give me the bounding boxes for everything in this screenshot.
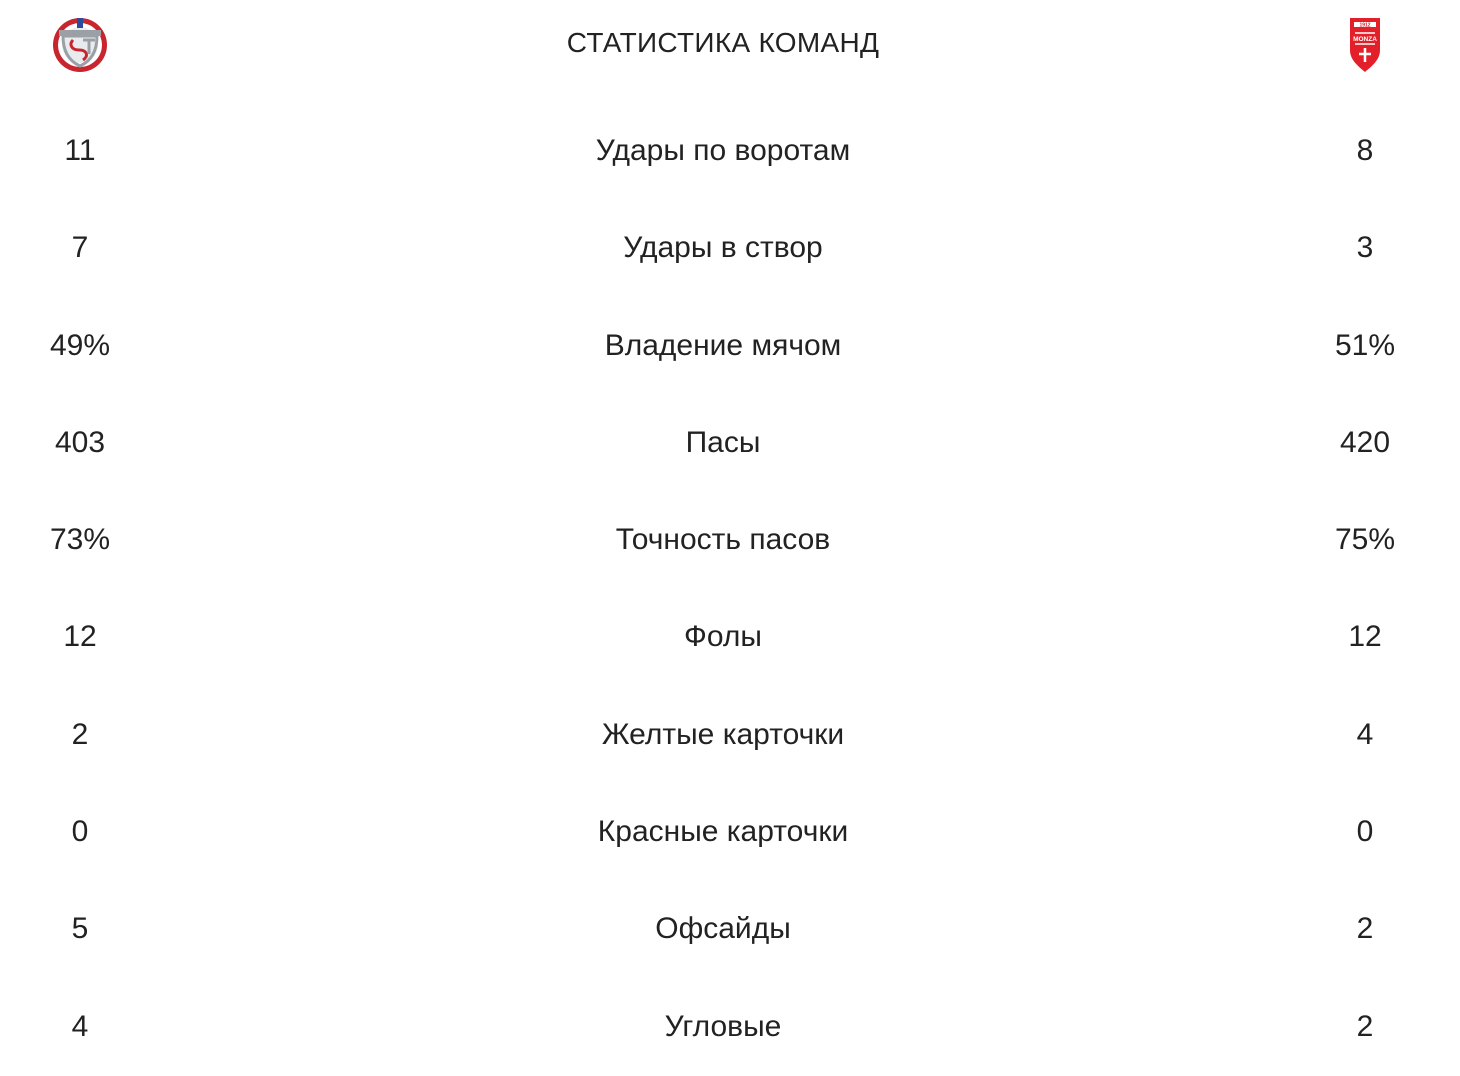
stat-row [0,784,1460,881]
stat-label: Удары по воротам [595,134,851,167]
stat-row [0,395,1460,492]
away-stat-value: 0 [1356,815,1374,849]
monza-crest-icon [1334,14,1396,76]
stat-row [0,103,1460,200]
stat-label: Удары в створ [623,231,823,265]
home-stat-value: 49% [49,328,111,362]
home-stat-value: 11 [64,134,96,167]
stat-label: Угловые [664,1009,782,1043]
stat-label: Офсайды [655,912,791,946]
stats-title: СТАТИСТИКА КОМАНД [566,27,880,58]
stat-label: Желтые карточки [601,717,845,751]
away-stat-value: 8 [1356,134,1374,167]
stat-label: Владение мячом [604,328,842,362]
away-stat-value: 420 [1339,425,1391,459]
monza-crest-year: 1912 [1359,22,1371,29]
stat-row [0,979,1460,1076]
home-stat-value: 12 [63,620,97,654]
stat-label: Фолы [684,620,762,654]
away-stat-value: 3 [1356,231,1374,265]
stat-row [0,881,1460,978]
home-stat-value: 403 [54,425,106,459]
stat-row [0,589,1460,686]
stat-row [0,687,1460,784]
stat-row [0,200,1460,297]
monza-crest-text: MONZA [1353,36,1377,43]
away-stat-value: 2 [1356,1009,1374,1043]
home-stat-value: 5 [71,912,89,946]
stat-row [0,298,1460,395]
stat-label: Пасы [685,425,761,459]
away-stat-value: 2 [1356,912,1374,946]
stat-label: Красные карточки [597,815,849,849]
away-stat-value: 75% [1334,523,1396,557]
home-stat-value: 0 [71,815,89,849]
away-stat-value: 12 [1348,620,1382,654]
home-stat-value: 4 [71,1009,89,1043]
stats-header [0,0,1460,90]
home-stat-value: 7 [71,231,89,265]
home-stat-value: 73% [49,523,111,557]
stats-list [0,103,1460,1076]
stat-label: Точность пасов [615,523,831,557]
stat-row [0,492,1460,589]
home-stat-value: 2 [71,717,89,751]
away-stat-value: 4 [1356,717,1374,751]
away-stat-value: 51% [1334,328,1396,362]
